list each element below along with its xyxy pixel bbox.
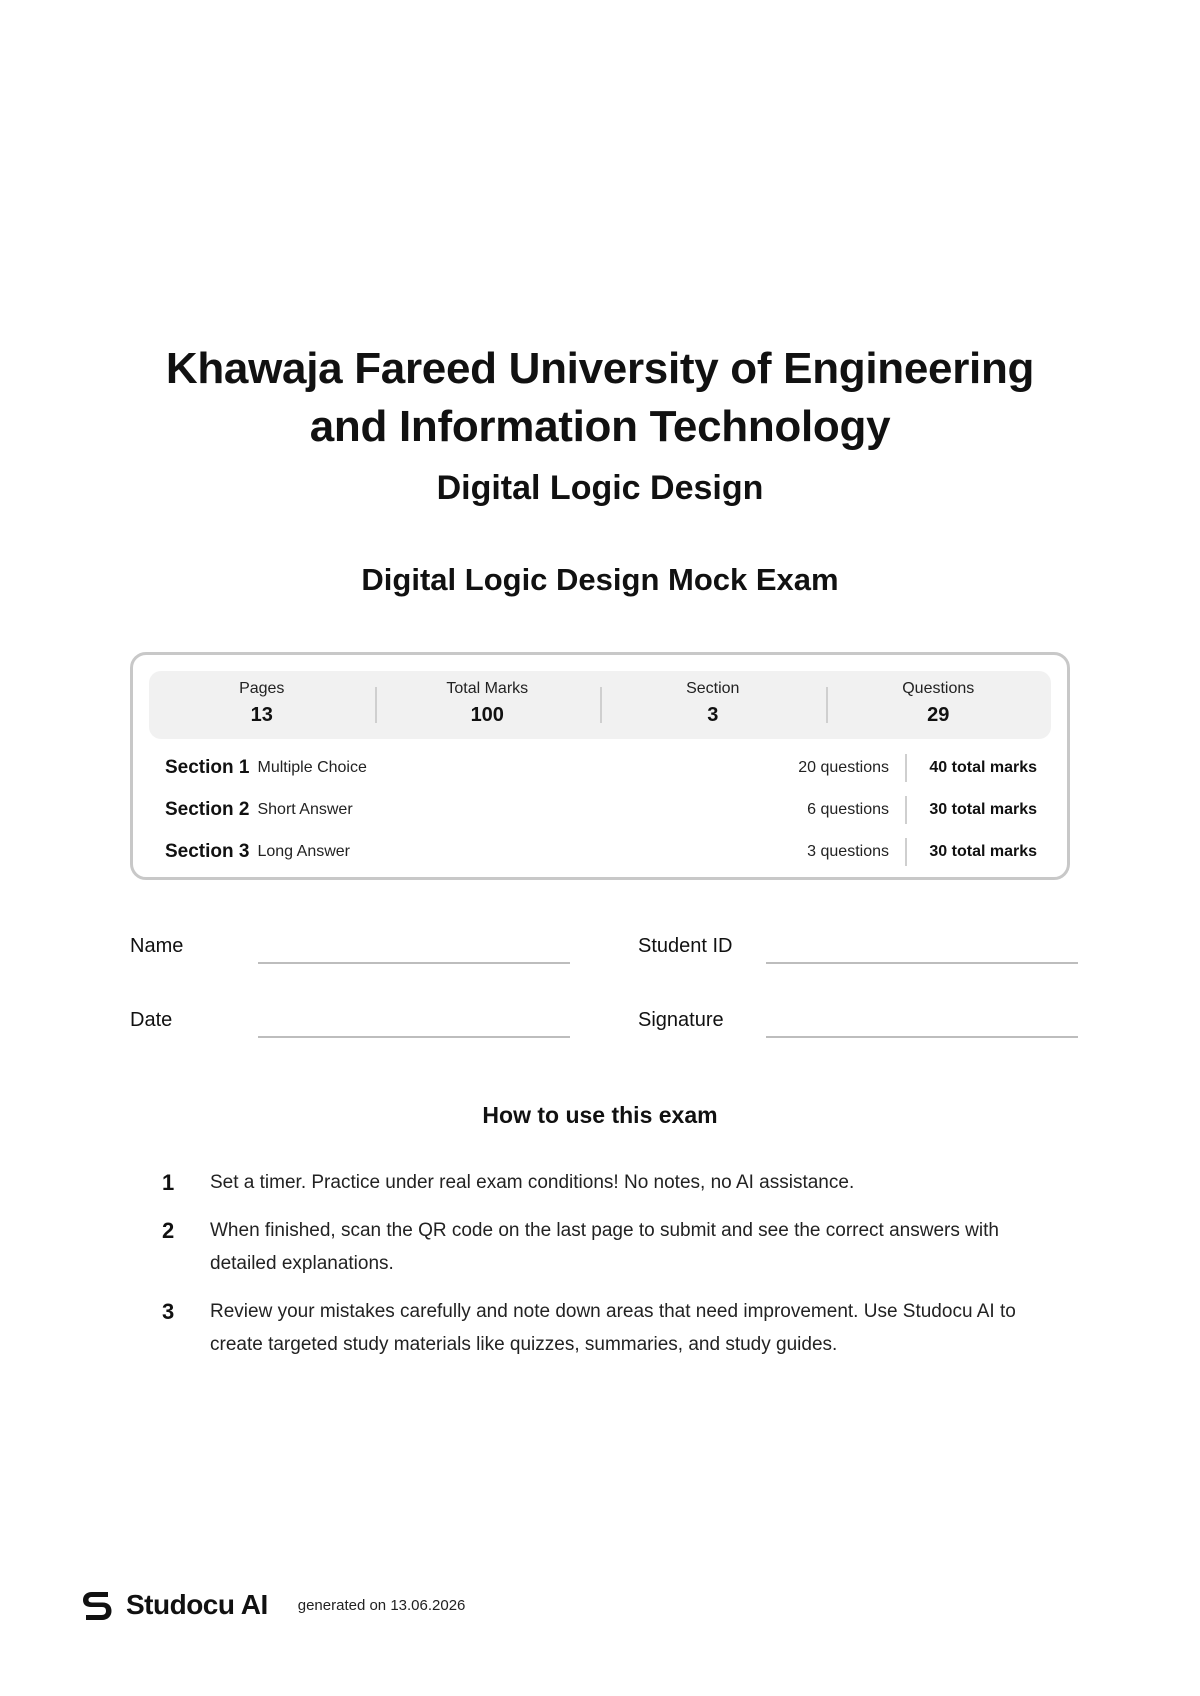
step-text: Review your mistakes carefully and note down areas that need improvement. Use Studocu AI to create targeted study materials like quizzes, summaries, and study guides. bbox=[210, 1301, 1016, 1355]
footer bbox=[78, 1586, 465, 1624]
signature-input-line[interactable] bbox=[766, 1008, 1078, 1038]
stat-label: Section bbox=[686, 680, 740, 697]
exam-title: Digital Logic Design Mock Exam bbox=[361, 562, 839, 597]
section-questions: 3 questions bbox=[807, 843, 889, 860]
brand-name: Studocu AI bbox=[126, 1589, 268, 1620]
step-number: 2 bbox=[162, 1218, 175, 1243]
name-input-line[interactable] bbox=[258, 934, 570, 964]
document-header bbox=[0, 340, 1200, 508]
stat-value: 100 bbox=[470, 704, 504, 726]
university-name-line-2: and Information Technology bbox=[309, 402, 891, 451]
name-label: Name bbox=[130, 935, 184, 957]
step-text: Set a timer. Practice under real exam conditions! No notes, no AI assistance. bbox=[210, 1172, 855, 1193]
stat-label: Pages bbox=[239, 680, 285, 697]
howto-step-2 bbox=[162, 1214, 1062, 1280]
stat-section bbox=[600, 671, 826, 739]
section-questions: 20 questions bbox=[798, 759, 889, 776]
exam-info-box bbox=[130, 652, 1070, 880]
stat-total-marks bbox=[375, 671, 601, 739]
section-marks: 30 total marks bbox=[929, 843, 1037, 860]
howto-step-1 bbox=[162, 1166, 1062, 1199]
step-text: When finished, scan the QR code on the last page to submit and see the correct answers with detailed explanations. bbox=[210, 1220, 999, 1274]
section-name: Section 2 bbox=[165, 799, 250, 820]
section-row-1 bbox=[165, 753, 1037, 783]
section-name: Section 1 bbox=[165, 757, 250, 778]
student-id-label: Student ID bbox=[638, 935, 733, 957]
stat-label: Total Marks bbox=[446, 680, 529, 697]
student-id-field bbox=[638, 934, 1078, 964]
date-input-line[interactable] bbox=[258, 1008, 570, 1038]
course-title: Digital Logic Design bbox=[436, 469, 764, 507]
section-questions: 6 questions bbox=[807, 801, 889, 818]
student-id-input-line[interactable] bbox=[766, 934, 1078, 964]
section-type: Long Answer bbox=[257, 843, 350, 860]
howto-step-3 bbox=[162, 1295, 1062, 1361]
stat-pages bbox=[149, 671, 375, 739]
stat-value: 13 bbox=[250, 704, 273, 726]
section-name: Section 3 bbox=[165, 841, 250, 862]
stat-value: 29 bbox=[927, 704, 950, 726]
section-marks: 30 total marks bbox=[929, 801, 1037, 818]
section-row-3 bbox=[165, 837, 1037, 867]
section-row-2 bbox=[165, 795, 1037, 825]
studocu-logo-icon bbox=[78, 1586, 116, 1624]
signature-label: Signature bbox=[638, 1009, 724, 1031]
date-field bbox=[130, 1008, 570, 1038]
university-name-line-1: Khawaja Fareed University of Engineering bbox=[165, 344, 1035, 393]
section-marks: 40 total marks bbox=[929, 759, 1037, 776]
name-field bbox=[130, 934, 570, 964]
stat-value: 3 bbox=[707, 704, 719, 726]
university-name bbox=[0, 340, 1200, 456]
date-label: Date bbox=[130, 1009, 173, 1031]
signature-field bbox=[638, 1008, 1078, 1038]
section-type: Short Answer bbox=[257, 801, 353, 818]
stat-questions bbox=[826, 671, 1052, 739]
section-type: Multiple Choice bbox=[257, 759, 367, 776]
howto-title: How to use this exam bbox=[482, 1102, 718, 1128]
step-number: 1 bbox=[162, 1170, 175, 1195]
step-number: 3 bbox=[162, 1299, 175, 1324]
exam-stats-bar bbox=[149, 671, 1051, 739]
generated-date: generated on 13.06.2026 bbox=[297, 1596, 466, 1614]
stat-label: Questions bbox=[902, 680, 975, 697]
